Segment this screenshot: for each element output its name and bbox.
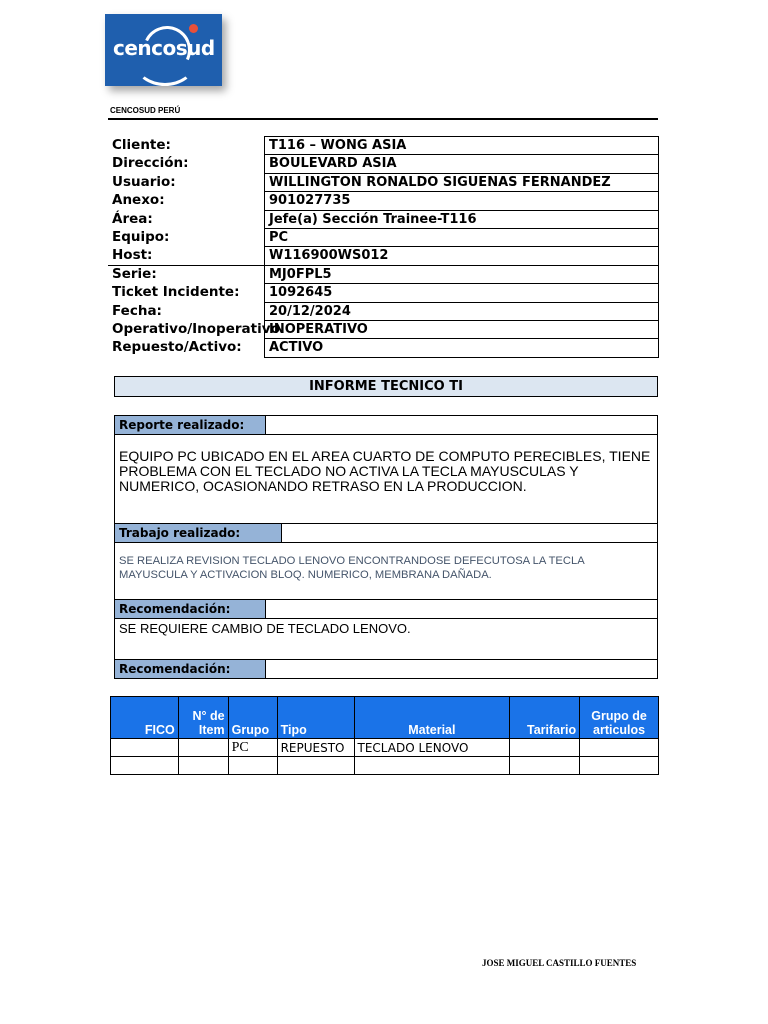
- cell-material: TECLADO LENOVO: [354, 739, 510, 757]
- info-values: [264, 136, 659, 358]
- label-fecha: Fecha:: [112, 302, 162, 319]
- value-anexo: 901027735: [265, 192, 658, 210]
- header-item: N° de Item: [178, 697, 228, 739]
- header-divider: [108, 118, 658, 120]
- recomendacion-label: Recomendación:: [115, 600, 266, 618]
- header-tarifario: Tarifario: [510, 697, 580, 739]
- cell-item: [178, 757, 228, 775]
- value-host: W116900WS012: [265, 247, 658, 265]
- label-ticket: Ticket Incidente:: [112, 284, 240, 301]
- cell-item: [178, 739, 228, 757]
- label-direccion: Dirección:: [112, 155, 189, 172]
- cell-grupo: [228, 757, 277, 775]
- label-area: Área:: [112, 210, 153, 227]
- value-area: Jefe(a) Sección Trainee-T116: [265, 211, 658, 229]
- reporte-text: EQUIPO PC UBICADO EN EL AREA CUARTO DE COMPUTO PERECIBLES, TIENE PROBLEMA CON EL TECLADO NO ACTIVA LA TECLA MAYUSCULAS Y NUMERICO, OCASIONANDO RETRASO EN LA PRODUCCION.: [119, 448, 651, 494]
- signature: JOSE MIGUEL CASTILLO FUENTES: [482, 958, 637, 968]
- trabajo-label: Trabajo realizado:: [115, 524, 282, 542]
- report-title: INFORME TECNICO TI: [114, 376, 658, 397]
- header-grupo: Grupo: [228, 697, 277, 739]
- cell-material: [354, 757, 510, 775]
- cell-tarifario: [510, 739, 580, 757]
- items-table: [110, 696, 659, 775]
- trabajo-header-row: [114, 523, 658, 543]
- reporte-header-row: [114, 415, 658, 435]
- header-fico: FICO: [111, 697, 179, 739]
- recomendacion-text: SE REQUIERE CAMBIO DE TECLADO LENOVO.: [119, 621, 411, 636]
- cell-grupo-articulos: [580, 739, 659, 757]
- value-operativo: INOPERATIVO: [265, 321, 658, 339]
- value-usuario: WILLINGTON RONALDO SIGUENAS FERNANDEZ: [265, 174, 658, 192]
- header-material: Material: [354, 697, 510, 739]
- value-equipo: PC: [265, 229, 658, 247]
- recomendacion-header-row: [114, 599, 658, 619]
- cell-tipo: [277, 757, 354, 775]
- header-grupo-articulos: Grupo de articulos: [580, 697, 659, 739]
- company-name: CENCOSUD PERÚ: [110, 106, 181, 115]
- value-fecha: 20/12/2024: [265, 303, 658, 321]
- value-direccion: BOULEVARD ASIA: [265, 155, 658, 173]
- label-repuesto: Repuesto/Activo:: [112, 339, 242, 356]
- cell-tarifario: [510, 757, 580, 775]
- serie-divider: [108, 265, 265, 266]
- recomendacion2-label: Recomendación:: [115, 660, 266, 678]
- table-row: [111, 757, 659, 775]
- label-cliente: Cliente:: [112, 137, 171, 153]
- cell-grupo: PC: [228, 739, 277, 757]
- cell-grupo-articulos: [580, 757, 659, 775]
- label-host: Host:: [112, 247, 153, 264]
- value-cliente: T116 – WONG ASIA: [265, 137, 658, 155]
- recomendacion2-header-row: [114, 659, 658, 679]
- cell-fico: [111, 739, 179, 757]
- reporte-label: Reporte realizado:: [115, 416, 266, 434]
- label-equipo: Equipo:: [112, 228, 170, 245]
- label-serie: Serie:: [112, 265, 157, 282]
- label-usuario: Usuario:: [112, 173, 176, 190]
- label-anexo: Anexo:: [112, 192, 165, 209]
- header-tipo: Tipo: [277, 697, 354, 739]
- table-row: [111, 739, 659, 757]
- value-repuesto: ACTIVO: [265, 339, 658, 357]
- cell-fico: [111, 757, 179, 775]
- table-header-row: [111, 697, 659, 739]
- logo-text: cencosud: [113, 36, 215, 60]
- value-serie: MJ0FPL5: [265, 266, 658, 284]
- value-ticket: 1092645: [265, 284, 658, 302]
- trabajo-text: SE REALIZA REVISION TECLADO LENOVO ENCONTRANDOSE DEFECUTOSA LA TECLA MAYUSCULA Y ACTIVACION BLOQ. NUMERICO, MEMBRANA DAÑADA.: [119, 555, 585, 581]
- cencosud-logo: [105, 14, 222, 86]
- label-operativo: Operativo/Inoperativo: [112, 320, 280, 337]
- logo-dot-icon: [189, 24, 198, 33]
- cell-tipo: REPUESTO: [277, 739, 354, 757]
